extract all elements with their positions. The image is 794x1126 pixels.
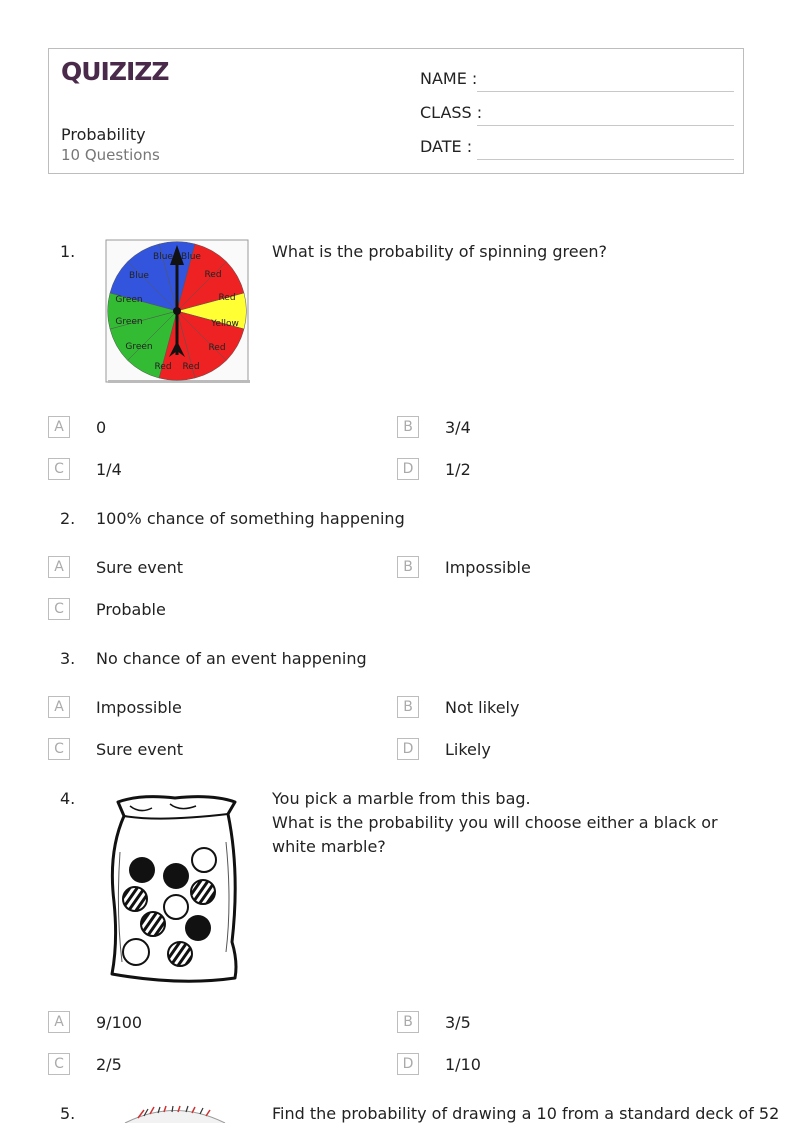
question-5-number: 5.: [60, 1104, 76, 1123]
class-line[interactable]: [477, 125, 734, 126]
q4-option-c-text: 2/5: [96, 1055, 122, 1074]
q1-option-b-text: 3/4: [445, 418, 471, 437]
name-line[interactable]: [477, 91, 734, 92]
marble-bag-image: [100, 792, 250, 988]
spinner-label: Red: [182, 362, 200, 372]
q1-option-a-text: 0: [96, 418, 107, 437]
q1-option-a-box[interactable]: A: [48, 416, 70, 438]
q3-option-c-text: Sure event: [96, 740, 184, 759]
q3-option-b-text: Not likely: [445, 698, 520, 717]
spinner-label: Green: [115, 295, 143, 305]
spinner-label: Blue: [153, 252, 173, 262]
date-line[interactable]: [477, 159, 734, 160]
spinner-label: Blue: [129, 271, 149, 281]
playing-cards-image: [120, 1104, 230, 1123]
spinner-label: Red: [218, 293, 236, 303]
question-1-text: What is the probability of spinning green?: [272, 242, 608, 261]
q1-option-d-text: 1/2: [445, 460, 471, 479]
quizizz-logo: QUIZIZZ: [61, 57, 169, 86]
q1-option-c-text: 1/4: [96, 460, 122, 479]
question-4-text-line1: You pick a marble from this bag.: [272, 789, 531, 808]
q2-option-a-text: Sure event: [96, 558, 184, 577]
q3-option-d-text: Likely: [445, 740, 491, 759]
spinner-label: Green: [115, 317, 143, 327]
name-field[interactable]: [420, 69, 734, 95]
q2-option-c-text: Probable: [96, 600, 166, 619]
question-count: 10 Questions: [61, 146, 160, 164]
worksheet-header: [48, 48, 744, 174]
q4-option-c-box[interactable]: C: [48, 1053, 70, 1075]
q3-option-c-box[interactable]: C: [48, 738, 70, 760]
spinner-label: Red: [208, 343, 226, 353]
question-2-text: 100% chance of something happening: [96, 509, 405, 528]
date-label: DATE :: [420, 137, 473, 156]
q4-option-b-text: 3/5: [445, 1013, 471, 1032]
question-1-number: 1.: [60, 242, 76, 261]
question-4-number: 4.: [60, 789, 76, 808]
spinner-image: [104, 238, 258, 386]
q4-option-a-box[interactable]: A: [48, 1011, 70, 1033]
q3-option-a-text: Impossible: [96, 698, 182, 717]
q4-option-b-box[interactable]: B: [397, 1011, 419, 1033]
q1-option-b-box[interactable]: B: [397, 416, 419, 438]
question-2-number: 2.: [60, 509, 76, 528]
spinner-label: Red: [204, 270, 222, 280]
q1-option-d-box[interactable]: D: [397, 458, 419, 480]
question-4-text-line2: What is the probability you will choose either a black or white marble?: [272, 813, 718, 856]
q3-option-b-box[interactable]: B: [397, 696, 419, 718]
question-3-number: 3.: [60, 649, 76, 668]
spinner-label: Blue: [181, 252, 201, 262]
question-4-text: [272, 787, 742, 859]
q2-option-b-box[interactable]: B: [397, 556, 419, 578]
class-field[interactable]: [420, 103, 734, 129]
q2-option-a-box[interactable]: A: [48, 556, 70, 578]
name-label: NAME :: [420, 69, 478, 88]
spinner-label: Green: [125, 342, 153, 352]
q2-option-c-box[interactable]: C: [48, 598, 70, 620]
q2-option-b-text: Impossible: [445, 558, 531, 577]
question-5-text: Find the probability of drawing a 10 from a standard deck of 52: [272, 1104, 780, 1123]
spinner-label: Red: [154, 362, 172, 372]
q3-option-d-box[interactable]: D: [397, 738, 419, 760]
class-label: CLASS :: [420, 103, 483, 122]
question-3-text: No chance of an event happening: [96, 649, 367, 668]
q4-option-d-box[interactable]: D: [397, 1053, 419, 1075]
q3-option-a-box[interactable]: A: [48, 696, 70, 718]
q4-option-a-text: 9/100: [96, 1013, 143, 1032]
date-field[interactable]: [420, 137, 734, 163]
q4-option-d-text: 1/10: [445, 1055, 481, 1074]
q1-option-c-box[interactable]: C: [48, 458, 70, 480]
spinner-label: Yellow: [211, 319, 239, 329]
worksheet-title: Probability: [61, 125, 146, 144]
